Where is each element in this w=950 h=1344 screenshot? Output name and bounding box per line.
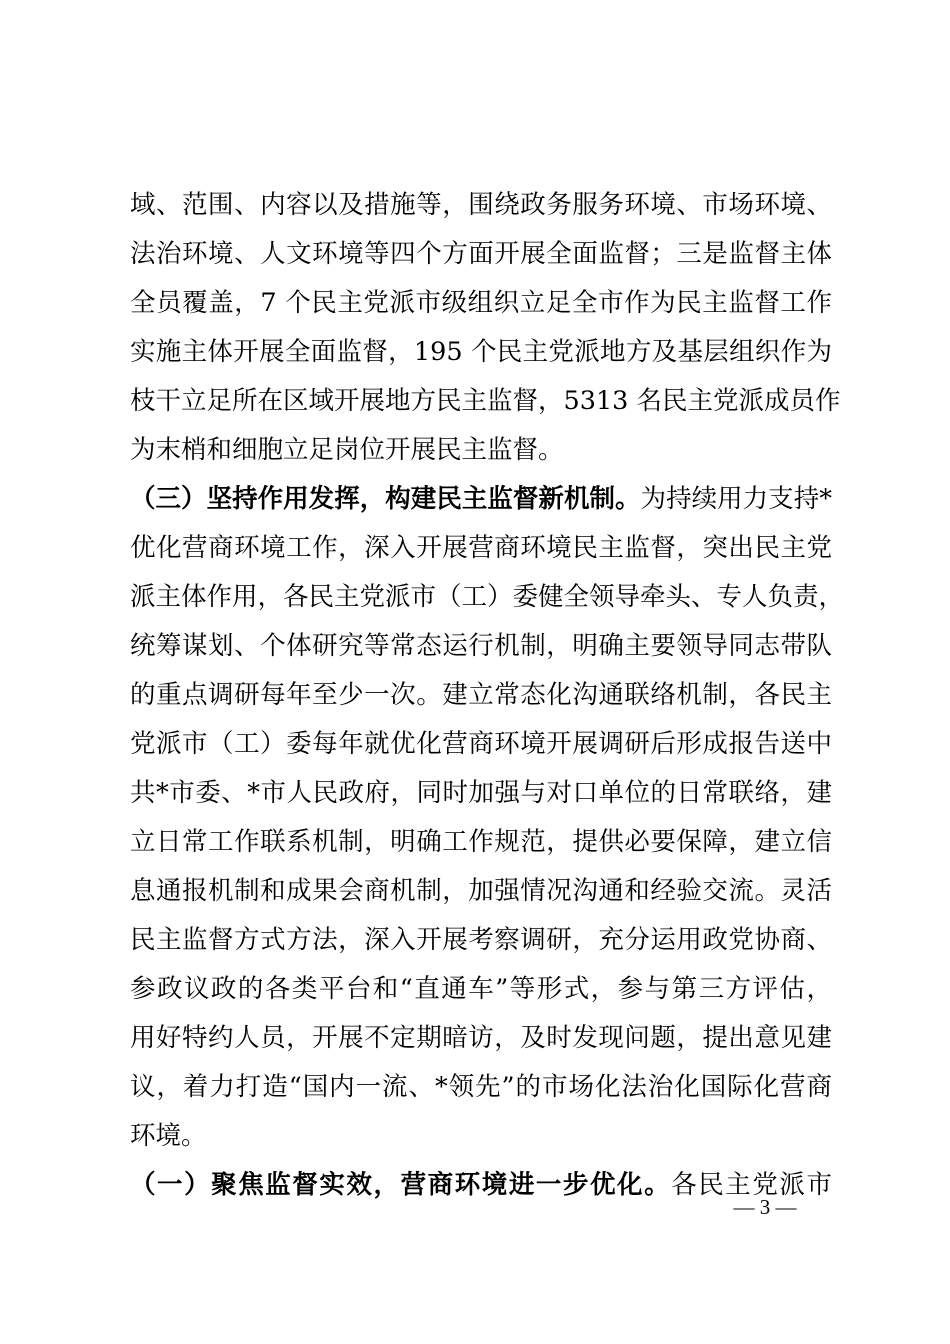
- paragraph-line: 的重点调研每年至少一次。建立常态化沟通联络机制，各民主: [130, 680, 832, 710]
- paragraph-line: 法治环境、人文环境等四个方面开展全面监督；三是监督主体: [130, 239, 832, 269]
- paragraph-line: 域、范围、内容以及措施等，围绕政务服务环境、市场环境、: [130, 190, 832, 220]
- paragraph-line: 为末梢和细胞立足岗位开展民主监督。: [130, 435, 564, 465]
- paragraph-text: 各民主党派市: [671, 1170, 832, 1200]
- paragraph-line: 议，着力打造“国内一流、*领先”的市场化法治化国际化营商: [130, 1072, 832, 1102]
- paragraph-line: 派主体作用，各民主党派市（工）委健全领导牵头、专人负责，: [130, 582, 845, 612]
- paragraph-line: 党派市（工）委每年就优化营商环境开展调研后形成报告送中: [130, 729, 832, 759]
- paragraph-line: 统筹谋划、个体研究等常态运行机制，明确主要领导同志带队: [130, 631, 832, 661]
- paragraph-line: 实施主体开展全面监督，195 个民主党派地方及基层组织作为: [130, 337, 832, 367]
- paragraph-line: 息通报机制和成果会商机制，加强情况沟通和经验交流。灵活: [130, 876, 832, 906]
- paragraph-line: 环境。: [130, 1121, 207, 1151]
- paragraph-line: 立日常工作联系机制，明确工作规范，提供必要保障，建立信: [130, 827, 832, 857]
- paragraph-line: 参政议政的各类平台和“直通车”等形式，参与第三方评估，: [130, 974, 832, 1004]
- page-number: — 3 —: [733, 1195, 797, 1219]
- paragraph-line: 用好特约人员，开展不定期暗访，及时发现问题，提出意见建: [130, 1023, 832, 1053]
- section-heading-1: （一）聚焦监督实效，营商环境进一步优化。: [130, 1170, 672, 1200]
- paragraph-text: 为持续用力支持*: [640, 484, 832, 514]
- section-heading-3: （三）坚持作用发挥，构建民主监督新机制。: [130, 484, 641, 514]
- paragraph-line: 全员覆盖，7 个民主党派市级组织立足全市作为民主监督工作: [130, 288, 832, 318]
- paragraph-line: 枝干立足所在区域开展地方民主监督，5313 名民主党派成员作: [130, 386, 841, 416]
- paragraph-line: 优化营商环境工作，深入开展营商环境民主监督，突出民主党: [130, 533, 832, 563]
- paragraph-line: 民主监督方式方法，深入开展考察调研，充分运用政党协商、: [130, 925, 832, 955]
- paragraph-line: 共*市委、*市人民政府，同时加强与对口单位的日常联络，建: [130, 778, 832, 808]
- section-heading-line: [130, 484, 832, 514]
